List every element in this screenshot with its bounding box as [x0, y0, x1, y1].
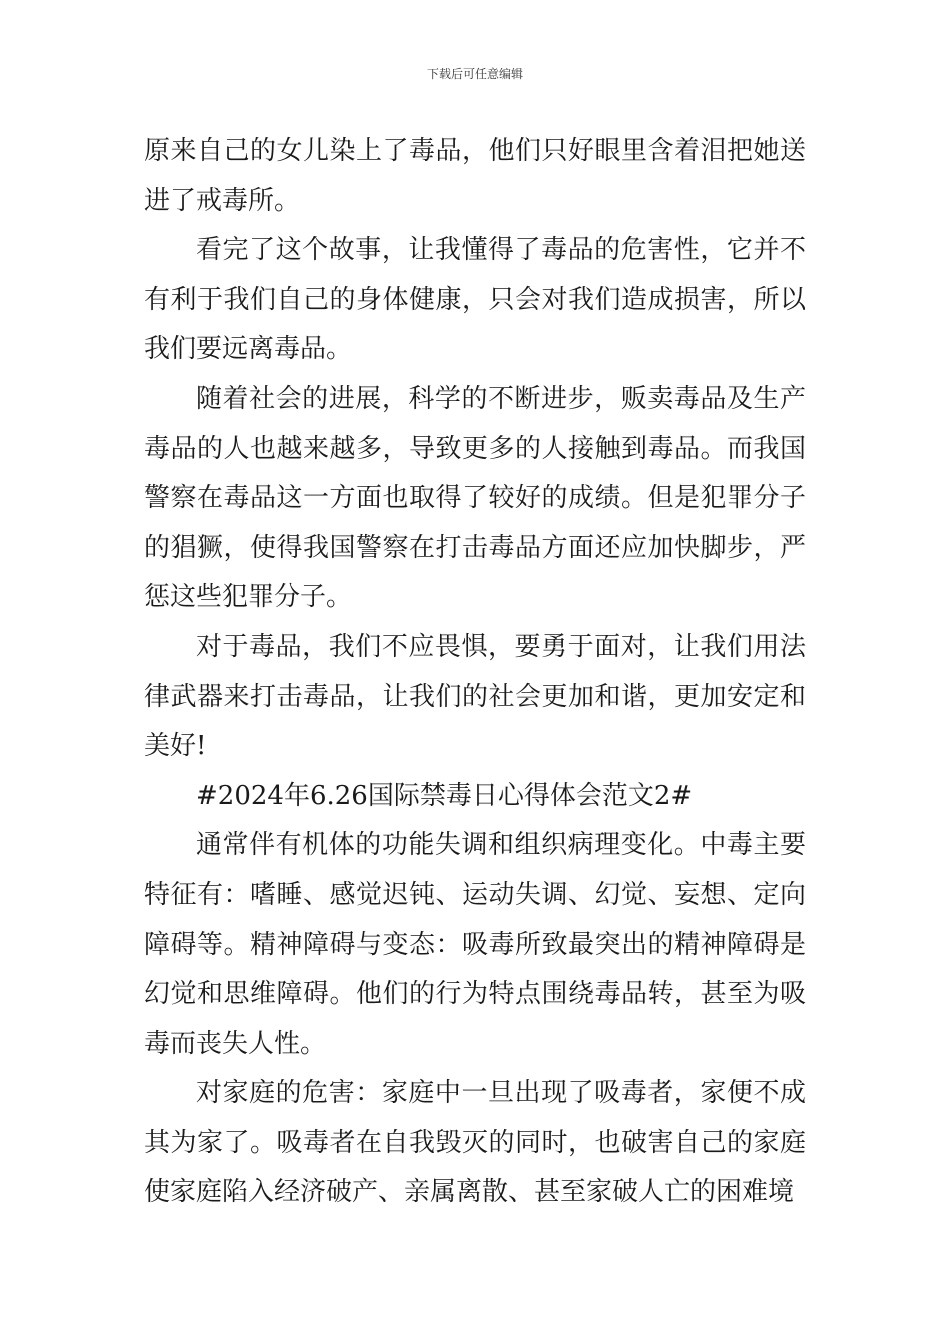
page-header-note: 下载后可任意编辑: [426, 67, 523, 81]
paragraph-continuation: 原来自己的女儿染上了毒品，他们只好眼里含着泪把她送进了戒毒所。: [144, 136, 806, 216]
paragraph: 对于毒品，我们不应畏惧，要勇于面对，让我们用法律武器来打击毒品，让我们的社会更加和谐，更加安定和美好!: [144, 631, 806, 762]
paragraph: 随着社会的进展，科学的不断进步，贩卖毒品及生产毒品的人也越来越多，导致更多的人接触到毒品。而我国警察在毒品这一方面也取得了较好的成绩。但是犯罪分子的猖獗，使得我国警察在打击毒品方面还应加快脚步，严惩这些犯罪分子。: [144, 383, 806, 613]
document-body: [144, 127, 806, 1218]
paragraph: 对家庭的危害：家庭中一旦出现了吸毒者，家便不成其为家了。吸毒者在自我毁灭的同时，也破害自己的家庭使家庭陷入经济破产、亲属离散、甚至家破人亡的困难境: [144, 1078, 806, 1208]
paragraph: 看完了这个故事，让我懂得了毒品的危害性，它并不有利于我们自己的身体健康，只会对我们造成损害，所以我们要远离毒品。: [144, 235, 806, 365]
paragraph: 通常伴有机体的功能失调和组织病理变化。中毒主要特征有：嗜睡、感觉迟钝、运动失调、幻觉、妄想、定向障碍等。精神障碍与变态：吸毒所致最突出的精神障碍是幻觉和思维障碍。他们的行为特点围绕毒品转，甚至为吸毒而丧失人性。: [144, 830, 806, 1059]
section-heading: #2024年6.26国际禁毒日心得体会范文2#: [196, 780, 693, 811]
